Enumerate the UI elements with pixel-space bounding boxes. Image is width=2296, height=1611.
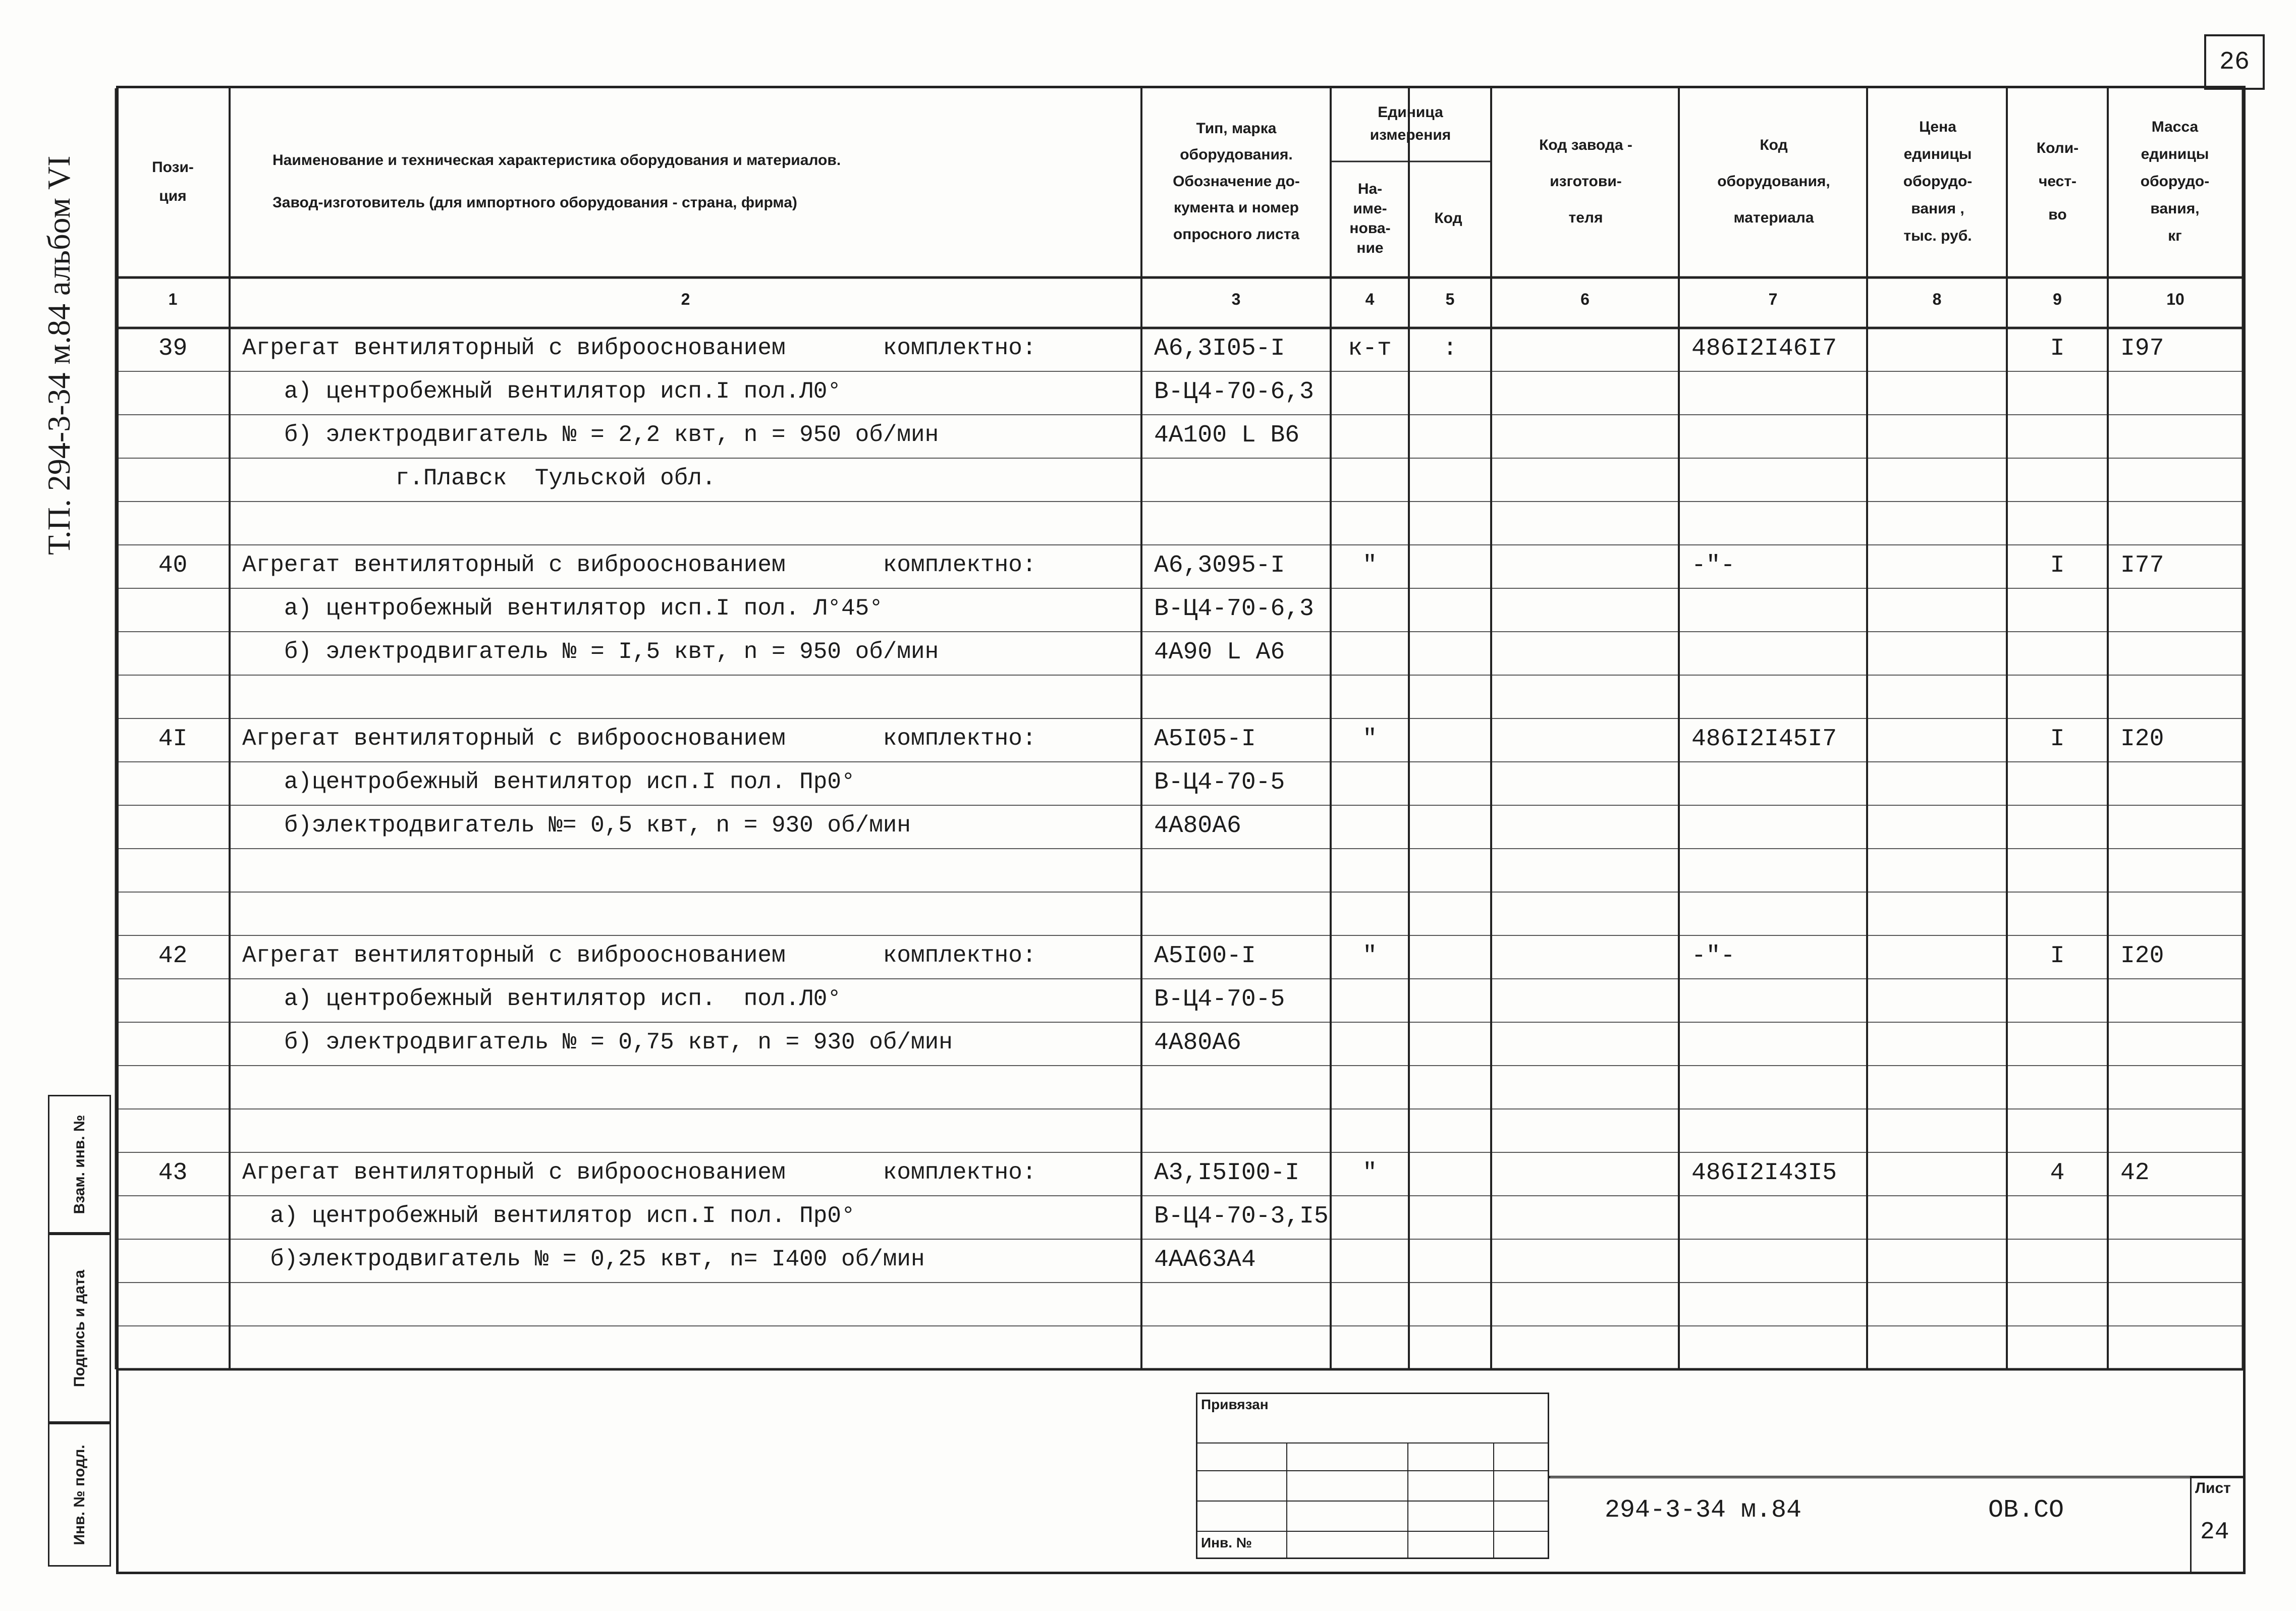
- header-position: Пози- ция: [152, 159, 194, 204]
- row-type: В-Ц4-70-5: [1154, 986, 1285, 1013]
- header-equipment-code: Код оборудования, материала: [1717, 137, 1830, 226]
- row-type: 4А80А6: [1154, 1029, 1241, 1057]
- row-quantity: 4: [2050, 1159, 2065, 1187]
- column-number-6: 6: [1580, 290, 1590, 308]
- row-equipment-code: 486I2I46I7: [1691, 335, 1837, 362]
- stamp-sheet-number: 24: [2200, 1519, 2229, 1546]
- row-name: г.Плавск Тульской обл.: [242, 465, 716, 491]
- header-mass: Масса единицы оборудо- вания, кг: [2140, 119, 2210, 244]
- column-number-8: 8: [1932, 290, 1942, 308]
- stamp-document-suffix: ОВ.СО: [1988, 1496, 2064, 1525]
- row-name: а) центробежный вентилятор исп.I пол. Л°45°: [242, 595, 883, 622]
- sheet-top-number: 26: [2204, 34, 2265, 90]
- row-name: а) центробежный вентилятор исп.I пол. Пр0°: [242, 1203, 855, 1229]
- row-position: 40: [158, 552, 188, 579]
- header-unit-code: Код: [1434, 210, 1462, 227]
- row-equipment-code: -"-: [1691, 552, 1735, 579]
- column-number-4: 4: [1365, 290, 1375, 308]
- row-name: а) центробежный вентилятор исп.I пол.Л0°: [242, 378, 841, 405]
- header-plant-code: Код завода - изготови- теля: [1539, 137, 1632, 226]
- header-name: Наименование и техническая характеристика оборудования и материалов. Завод-изготовитель (для импортного оборудования - страна, фирма): [272, 152, 841, 211]
- row-name: Агрегат вентиляторный с виброоснованием комплектно:: [242, 552, 1036, 578]
- row-type: А5I00-I: [1154, 942, 1256, 970]
- row-type: В-Ц4-70-5: [1154, 769, 1285, 796]
- row-mass: I20: [2120, 942, 2164, 970]
- row-unit: ": [1362, 942, 1377, 970]
- column-number-1: 1: [168, 290, 178, 308]
- row-mass: I77: [2120, 552, 2164, 579]
- row-type: 4А90 L А6: [1154, 639, 1285, 666]
- row-unit: к-т: [1348, 335, 1392, 362]
- row-unit: ": [1362, 726, 1377, 753]
- header-type: Тип, марка оборудования. Обозначение до- кумента и номер опросного листа: [1173, 120, 1300, 243]
- column-number-9: 9: [2053, 290, 2062, 308]
- side-stamp-signature-label: Подпись и дата: [71, 1269, 88, 1387]
- row-quantity: I: [2050, 335, 2065, 362]
- stamp-document-code: 294-3-34 м.84: [1605, 1496, 1802, 1525]
- row-type: А5I05-I: [1154, 726, 1256, 753]
- row-mass: I20: [2120, 726, 2164, 753]
- row-unit: ": [1362, 1159, 1377, 1187]
- row-position: 39: [158, 335, 188, 362]
- header-quantity: Коли- чест- во: [2036, 140, 2079, 223]
- row-name: а) центробежный вентилятор исп. пол.Л0°: [242, 986, 841, 1012]
- stamp-privyazan-label: Привязан: [1201, 1397, 1269, 1412]
- row-name: Агрегат вентиляторный с виброоснованием комплектно:: [242, 942, 1036, 969]
- row-name: б)электродвигатель № = 0,25 квт, n= I400 об/мин: [242, 1246, 925, 1272]
- row-quantity: I: [2050, 552, 2065, 579]
- column-number-7: 7: [1768, 290, 1778, 308]
- row-type: В-Ц4-70-6,3: [1154, 378, 1314, 406]
- row-unit-code: :: [1443, 335, 1457, 362]
- row-position: 42: [158, 942, 188, 970]
- row-quantity: I: [2050, 726, 2065, 753]
- row-mass: I97: [2120, 335, 2164, 362]
- column-number-5: 5: [1445, 290, 1455, 308]
- row-position: 4I: [158, 726, 188, 753]
- row-name: б)электродвигатель №= 0,5 квт, n = 930 об/мин: [242, 812, 911, 839]
- stamp-title-divider: [1549, 1476, 2246, 1478]
- row-type: А6,3095-I: [1154, 552, 1285, 579]
- header-unit-name: На- име- нова- ние: [1349, 180, 1391, 256]
- row-type: А6,3I05-I: [1154, 335, 1285, 362]
- row-name: б) электродвигатель № = 2,2 квт, n = 950 об/мин: [242, 422, 939, 448]
- row-name: Агрегат вентиляторный с виброоснованием комплектно:: [242, 335, 1036, 361]
- header-unit-group: Единица измерения: [1370, 104, 1451, 143]
- side-stamp-signature: [48, 1234, 111, 1423]
- row-type: В-Ц4-70-6,3: [1154, 595, 1314, 623]
- row-position: 43: [158, 1159, 188, 1187]
- row-mass: 42: [2120, 1159, 2150, 1187]
- side-stamp-vzam-label: Взам. инв. №: [71, 1115, 88, 1214]
- stamp-inv-label: Инв. №: [1201, 1535, 1252, 1550]
- row-equipment-code: 486I2I45I7: [1691, 726, 1837, 753]
- side-stamp-inv: [48, 1423, 111, 1567]
- column-number-10: 10: [2166, 290, 2184, 308]
- row-equipment-code: -"-: [1691, 942, 1735, 970]
- row-type: 4АА63А4: [1154, 1246, 1256, 1273]
- vertical-album-title-text: Т.П. 294-3-34 м.84 альбом VI: [41, 155, 77, 555]
- row-type: А3,I5I00-I: [1154, 1159, 1300, 1187]
- row-name: Агрегат вентиляторный с виброоснованием комплектно:: [242, 1159, 1036, 1186]
- stamp-privyazan-block: [1196, 1393, 1549, 1559]
- stamp-sheet-label: Лист: [2195, 1480, 2231, 1496]
- side-stamp-vzam: [48, 1095, 111, 1234]
- row-quantity: I: [2050, 942, 2065, 970]
- column-number-2: 2: [681, 290, 690, 308]
- row-type: В-Ц4-70-3,I5: [1154, 1203, 1329, 1230]
- header-price: Цена единицы оборудо- вания , тыс. руб.: [1903, 119, 1973, 244]
- row-name: Агрегат вентиляторный с виброоснованием комплектно:: [242, 726, 1036, 752]
- column-number-3: 3: [1231, 290, 1241, 308]
- row-name: а)центробежный вентилятор исп.I пол. Пр0°: [242, 769, 855, 795]
- row-name: б) электродвигатель № = I,5 квт, n = 950 об/мин: [242, 639, 939, 665]
- row-equipment-code: 486I2I43I5: [1691, 1159, 1837, 1187]
- row-type: 4А80А6: [1154, 812, 1241, 840]
- row-type: 4А100 L В6: [1154, 422, 1300, 449]
- row-unit: ": [1362, 552, 1377, 579]
- row-name: б) электродвигатель № = 0,75 квт, n = 930 об/мин: [242, 1029, 953, 1056]
- side-stamp-inv-label: Инв. № подл.: [71, 1444, 88, 1545]
